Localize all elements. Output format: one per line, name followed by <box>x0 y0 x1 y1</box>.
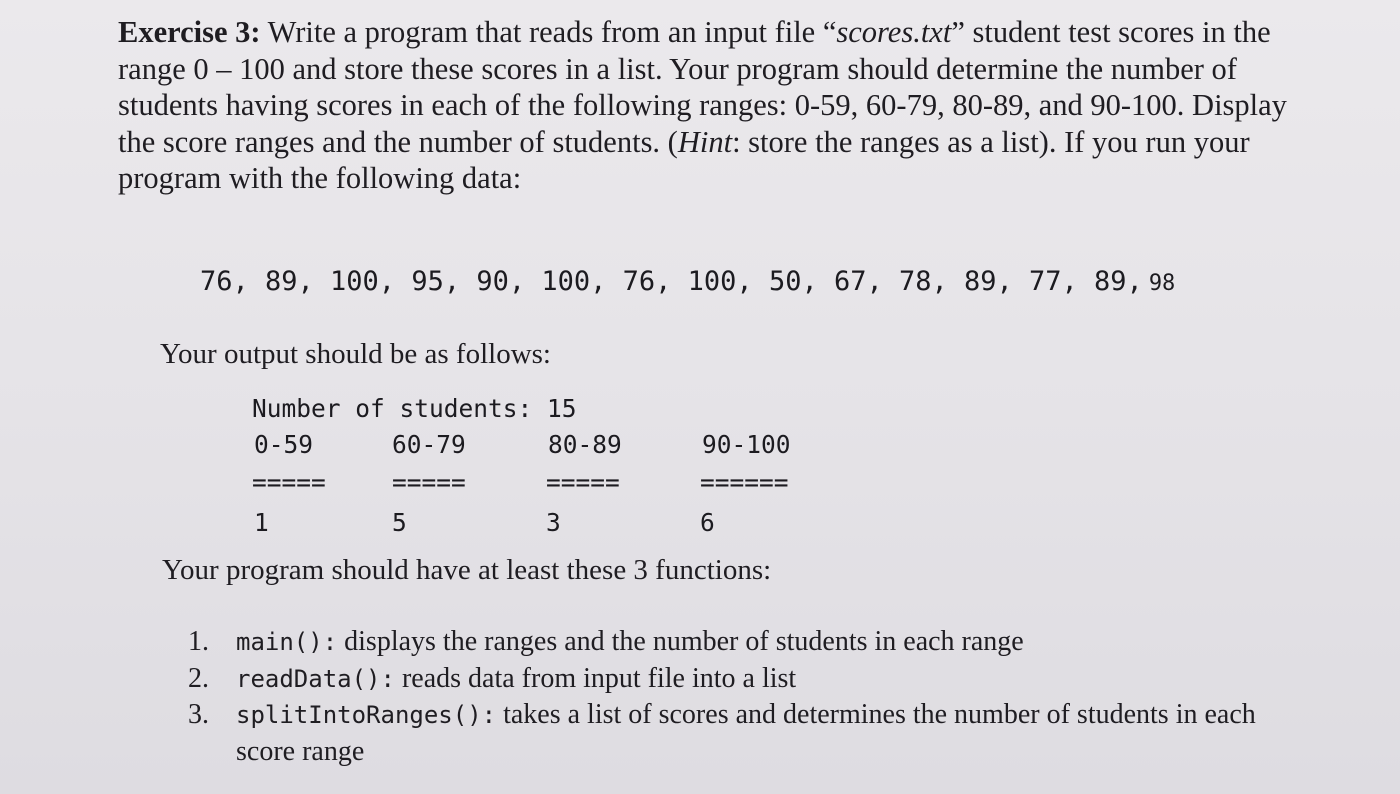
range-count: 5 <box>392 508 407 537</box>
range-label: 80-89 <box>548 430 622 459</box>
exercise-filename: scores.txt <box>836 15 952 49</box>
hint-label: Hint <box>677 124 733 159</box>
exercise-label: Exercise 3: <box>118 15 261 49</box>
range-separator: ===== <box>252 468 326 497</box>
function-name: readData(): <box>236 664 395 693</box>
list-item-number: 3. <box>188 699 209 730</box>
exercise-statement <box>118 14 1308 197</box>
range-separator: ====== <box>700 468 789 497</box>
exercise-text-3: : store the ranges as a list). If you run your program with the following data: <box>118 124 1250 195</box>
sample-data-values: 76, 89, 100, 95, 90, 100, 76, 100, 50, 67, 78, 89, 77, 89, <box>200 266 1143 297</box>
sample-data-line <box>200 266 1175 297</box>
range-separator: ===== <box>546 468 620 497</box>
function-name: splitIntoRanges(): <box>236 701 497 729</box>
range-label: 90-100 <box>702 430 791 459</box>
functions-list <box>188 624 1308 770</box>
output-header: Number of students: 15 <box>252 394 577 423</box>
sample-data-last-value: 98 <box>1148 271 1176 296</box>
list-item <box>188 697 1308 770</box>
range-count: 6 <box>700 508 715 537</box>
list-item <box>188 661 1308 698</box>
function-description: takes a list of scores and determines the number of students in each score range <box>236 699 1256 767</box>
range-label: 60-79 <box>392 430 466 459</box>
list-item-number: 2. <box>188 662 209 694</box>
output-intro: Your output should be as follows: <box>160 338 551 370</box>
function-name: main(): <box>236 628 338 656</box>
functions-intro: Your program should have at least these 3 functions: <box>162 554 772 586</box>
range-count: 1 <box>254 508 269 537</box>
function-description: displays the ranges and the number of students in each range <box>337 626 1024 657</box>
function-description: reads data from input file into a list <box>394 662 797 694</box>
exercise-text-1: Write a program that reads from an input file “ <box>260 15 837 49</box>
exercise-text-2: ” student test scores in the range 0 – 100 and store these scores in a list. Your program should determine the number of students having scores in each of the following ranges: 0-59, 60-79, 80-89, and 90-100. Display the score ranges and the number of students. ( <box>118 15 1287 159</box>
expected-output <box>252 394 852 544</box>
range-label: 0-59 <box>254 430 314 459</box>
range-separator: ===== <box>392 468 466 497</box>
list-item <box>188 624 1308 661</box>
list-item-number: 1. <box>188 626 209 657</box>
range-count: 3 <box>546 508 561 537</box>
